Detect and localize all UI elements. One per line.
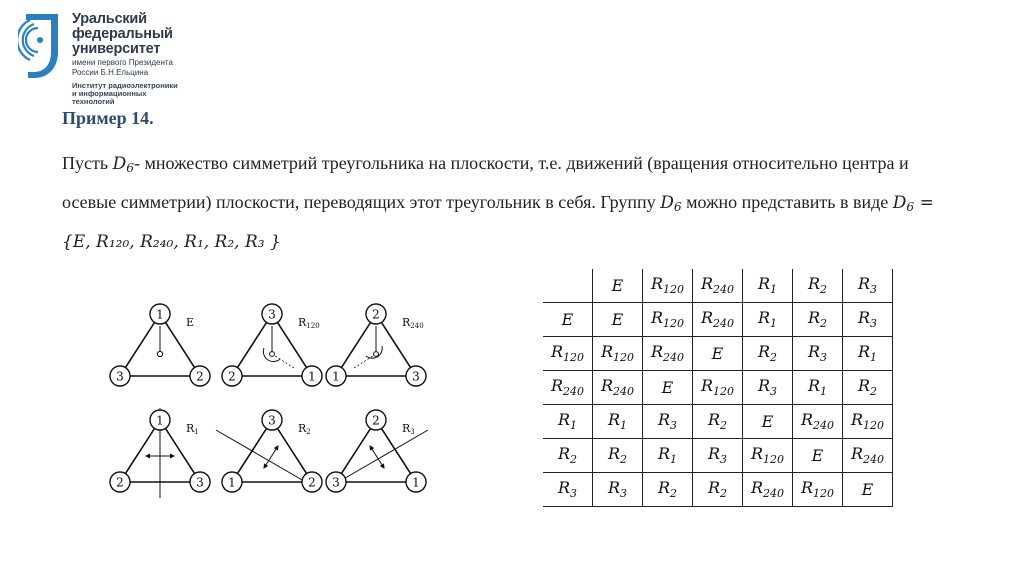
table-cell: $R_2$ xyxy=(693,405,743,439)
org-subtitle-line1: имени первого Президента xyxy=(72,58,173,67)
vertex-label: 1 xyxy=(412,475,420,490)
table-cell: E xyxy=(593,303,643,337)
math-d6: $D_6$ xyxy=(892,193,915,215)
vertex-label: 3 xyxy=(412,369,420,384)
para-text-1: Пусть xyxy=(62,153,113,173)
table-cell: $R_1$ xyxy=(843,337,893,371)
table-cell: $R_3$ xyxy=(643,405,693,439)
table-cell: $R_{240}$ xyxy=(743,473,793,507)
table-row xyxy=(543,337,893,371)
table-cell: $R_{240}$ xyxy=(843,439,893,473)
vertex-label: 2 xyxy=(196,369,204,384)
vertex-label: 1 xyxy=(308,369,316,384)
org-name-line1: Уральский xyxy=(72,11,147,27)
row-header: $R_{120}$ xyxy=(543,337,593,371)
center-dot xyxy=(374,352,379,357)
table-row xyxy=(543,269,893,303)
table-row xyxy=(543,405,893,439)
definition-paragraph xyxy=(62,146,942,259)
row-header: $R_3$ xyxy=(543,473,593,507)
table-cell: $R_2$ xyxy=(793,303,843,337)
table-row xyxy=(543,473,893,507)
table-cell: E xyxy=(843,473,893,507)
row-header: E xyxy=(543,303,593,337)
vertex-label: 1 xyxy=(156,413,164,428)
center-dot xyxy=(270,352,275,357)
vertex-label: 3 xyxy=(196,475,204,490)
vertex-label: 3 xyxy=(268,413,276,428)
column-header: $R_1$ xyxy=(743,269,793,303)
table-cell: E xyxy=(693,337,743,371)
symmetry-panel xyxy=(110,408,210,498)
math-d6: $D_6$ xyxy=(112,154,135,176)
table-cell: E xyxy=(793,439,843,473)
org-name-line3: университет xyxy=(72,41,161,57)
column-header: E xyxy=(593,269,643,303)
table-cell: $R_{120}$ xyxy=(843,405,893,439)
table-cell: $R_{120}$ xyxy=(593,337,643,371)
symmetry-label: R3 xyxy=(402,422,415,436)
table-cell: $R_1$ xyxy=(643,439,693,473)
example-heading: Пример 14. xyxy=(62,108,154,128)
math-set-expression: = {E, R₁₂₀, R₂₄₀, R₁, R₂, R₃ } xyxy=(62,193,934,253)
table-cell: $R_1$ xyxy=(743,303,793,337)
table-cell: E xyxy=(743,405,793,439)
vertex-label: 3 xyxy=(268,307,276,322)
symmetry-panel xyxy=(326,304,426,386)
symmetry-panel xyxy=(222,304,322,386)
table-cell: $R_2$ xyxy=(643,473,693,507)
table-cell: $R_{240}$ xyxy=(643,337,693,371)
table-cell: $R_2$ xyxy=(743,337,793,371)
table-cell: $R_3$ xyxy=(593,473,643,507)
table-cell: $R_{240}$ xyxy=(593,371,643,405)
vertex-label: 2 xyxy=(228,369,236,384)
symmetry-label: R1 xyxy=(186,422,199,436)
table-cell: $R_2$ xyxy=(693,473,743,507)
column-header: $R_3$ xyxy=(843,269,893,303)
table-cell: $R_{240}$ xyxy=(693,303,743,337)
org-name-line2: федеральный xyxy=(72,26,173,42)
table-cell: $R_{120}$ xyxy=(793,473,843,507)
table-row xyxy=(543,439,893,473)
symmetry-panel xyxy=(326,410,428,492)
symmetry-label: R240 xyxy=(402,316,424,330)
institute-line3: технологий xyxy=(72,97,115,106)
para-text-3: можно представить в виде xyxy=(681,192,893,213)
symmetry-label: R2 xyxy=(298,422,311,436)
table-cell: $R_1$ xyxy=(793,371,843,405)
table-cell: $R_2$ xyxy=(843,371,893,405)
row-header: $R_1$ xyxy=(543,405,593,439)
symmetry-label: R120 xyxy=(298,316,320,330)
symmetry-label: E xyxy=(186,316,195,329)
table-row xyxy=(543,371,893,405)
vertex-label: 1 xyxy=(332,369,340,384)
table-cell: $R_1$ xyxy=(593,405,643,439)
column-header: $R_2$ xyxy=(793,269,843,303)
table-cell: $R_{120}$ xyxy=(693,371,743,405)
table-cell: $R_3$ xyxy=(793,337,843,371)
column-header: $R_{120}$ xyxy=(643,269,693,303)
org-subtitle-line2: России Б.Н.Ельцина xyxy=(72,68,149,77)
table-cell: $R_3$ xyxy=(693,439,743,473)
symmetry-panel xyxy=(110,304,210,386)
vertex-label: 2 xyxy=(116,475,124,490)
rotation-line xyxy=(354,354,376,368)
row-header: $R_{240}$ xyxy=(543,371,593,405)
symmetry-panel xyxy=(216,410,322,492)
table-cell: $R_{120}$ xyxy=(643,303,693,337)
institute-line1: Институт радиоэлектроники xyxy=(72,81,178,90)
vertex-label: 2 xyxy=(372,307,380,322)
center-dot xyxy=(157,351,162,356)
institute-line2: и информационных xyxy=(72,89,147,98)
vertex-label: 3 xyxy=(332,475,340,490)
triangle-symmetry-diagram xyxy=(100,296,440,502)
math-d6: $D_6$ xyxy=(660,193,682,215)
column-header: $R_{240}$ xyxy=(693,269,743,303)
table-cell: $R_2$ xyxy=(593,439,643,473)
cayley-table xyxy=(543,269,893,507)
table-cell: $R_3$ xyxy=(743,371,793,405)
table-cell: $R_{240}$ xyxy=(793,405,843,439)
row-header: $R_2$ xyxy=(543,439,593,473)
vertex-label: 2 xyxy=(308,475,316,490)
table-cell: E xyxy=(643,371,693,405)
table-cell: $R_{120}$ xyxy=(743,439,793,473)
vertex-label: 3 xyxy=(116,369,124,384)
university-logo xyxy=(18,10,238,110)
vertex-label: 1 xyxy=(156,307,164,322)
para-text-2: - множество симметрий треугольника на плоскости, т.е. движений (вращения относительно центра и осевые симметрии) плоскости, переводящих этот треугольник в себя. Группу xyxy=(62,153,909,213)
vertex-label: 1 xyxy=(228,475,236,490)
table-corner xyxy=(543,269,593,303)
vertex-label: 2 xyxy=(372,413,380,428)
table-cell: $R_3$ xyxy=(843,303,893,337)
urfu-logo-icon xyxy=(18,10,70,82)
table-row xyxy=(543,303,893,337)
